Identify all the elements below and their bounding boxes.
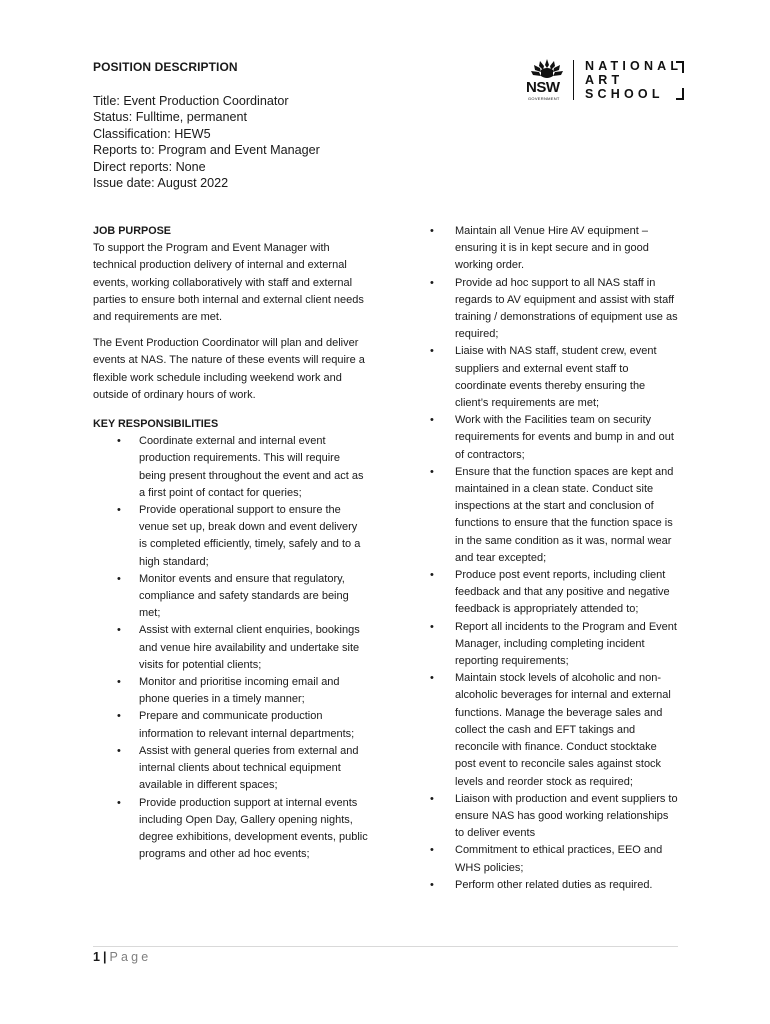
nas-line-2: ART — [585, 73, 624, 88]
bracket-top-icon — [676, 61, 684, 73]
waratah-icon — [529, 58, 565, 80]
list-item-text: Report all incidents to the Program and Event Manager, including completing incident reporting requirements; — [455, 620, 677, 668]
list-item-text: Provide production support at internal events including Open Day, Gallery opening nights, degree exhibitions, development events, public programs and other ad hoc events; — [139, 796, 368, 861]
list-item — [93, 571, 368, 623]
list-item — [93, 708, 368, 742]
list-item-text: Assist with external client enquiries, bookings and venue hire availability and undertake site visits for potential clients; — [139, 624, 360, 671]
list-item — [93, 674, 368, 708]
list-item — [93, 622, 368, 674]
list-item-text: Provide ad hoc support to all NAS staff in regards to AV equipment and assist with staff training / demonstrations of equipment use as required; — [455, 276, 678, 341]
list-item-text: Produce post event reports, including client feedback and that any positive and negative feedback is appropriately attended to; — [455, 569, 670, 616]
nas-wordmark — [585, 59, 682, 102]
nsw-wordmark: NSW — [526, 79, 560, 96]
list-item — [428, 842, 680, 876]
meta-title: Title: Event Production Coordinator — [93, 94, 289, 108]
page-number: 1 — [93, 950, 100, 964]
bullet-icon: • — [117, 796, 121, 809]
position-meta — [93, 93, 320, 191]
list-item-text: Maintain all Venue Hire AV equipment – ensuring it is in kept secure and in good working order. — [455, 225, 649, 272]
list-item — [428, 343, 680, 412]
page-footer — [93, 950, 151, 964]
bullet-icon: • — [117, 572, 121, 585]
bullet-icon: • — [117, 435, 121, 448]
meta-direct-reports: Direct reports: None — [93, 159, 206, 174]
bullet-icon: • — [430, 672, 434, 685]
list-item — [428, 412, 680, 464]
list-item-text: Commitment to ethical practices, EEO and WHS policies; — [455, 844, 663, 874]
list-item — [93, 743, 368, 795]
meta-issue-date: Issue date: August 2022 — [93, 176, 229, 191]
page-label: Page — [109, 950, 152, 964]
footer-divider — [93, 946, 678, 947]
list-item-text: Maintain stock levels of alcoholic and non-alcoholic beverages for internal and external functions. Manage the beverage sales and collect the cash and EFT takings and reconcile with finance. Conduct stocktake post event to reconcile sales against stock levels and reorder stock as required; — [455, 672, 671, 788]
list-item-text: Coordinate external and internal event production requirements. This will require being present throughout the event and act as a first point of contact for queries; — [139, 435, 364, 499]
page-heading: POSITION DESCRIPTION — [93, 60, 238, 74]
bullet-icon: • — [430, 414, 434, 427]
bullet-icon: • — [117, 676, 121, 689]
list-item-text: Assist with general queries from external and internal clients about technical equipment available in different spaces; — [139, 744, 359, 792]
nas-line-1: NATIONAL — [585, 59, 683, 73]
list-item — [428, 877, 680, 894]
meta-reports-to: Reports to: Program and Event Manager — [93, 143, 320, 158]
list-item-text: Ensure that the function spaces are kept and maintained in a clean state. Conduct site inspections at the start and conclusion of functions to ensure that the function space is in the same condition as it was, normal wear and tear excepted; — [455, 465, 674, 564]
list-item — [93, 502, 368, 571]
bullet-icon: • — [117, 504, 121, 517]
organisation-logo — [525, 58, 685, 102]
list-item — [428, 275, 680, 344]
job-purpose-paragraph: To support the Program and Event Manager with technical production delivery of internal and external events, working collaboratively with staff and external parties to ensure both internal and external client needs and requirements are met. — [93, 242, 364, 324]
list-item — [428, 791, 680, 843]
list-item — [93, 433, 368, 502]
list-item-text: Perform other related duties as required. — [455, 878, 653, 891]
nsw-government-label: GOVERNMENT — [528, 96, 560, 101]
bullet-icon: • — [430, 276, 434, 289]
bullet-icon: • — [117, 744, 121, 757]
bullet-icon: • — [117, 710, 121, 723]
list-item-text: Work with the Facilities team on security requirements for events and bump in and out of contractors; — [455, 414, 674, 461]
right-column — [428, 223, 680, 894]
list-item-text: Liaise with NAS staff, student crew, event suppliers and external event staff to coordinate events thereby ensuring the client’s requirements are met; — [455, 345, 657, 410]
key-responsibilities-title: KEY RESPONSIBILITIES — [93, 418, 219, 431]
job-purpose-paragraph: The Event Production Coordinator will plan and deliver events at NAS. The nature of these events will require a flexible work schedule including weekend work and outside of ordinary hours of work. — [93, 337, 365, 401]
logo-divider — [573, 60, 574, 100]
list-item — [428, 464, 680, 567]
list-item-text: Prepare and communicate production information to relevant internal departments; — [139, 710, 355, 740]
list-item — [428, 223, 680, 275]
list-item-text: Liaison with production and event suppliers to ensure NAS has good working relationships to deliver events — [455, 792, 678, 840]
nas-line-3: SCHOOL — [585, 87, 664, 102]
bullet-icon: • — [430, 844, 434, 857]
bullet-icon: • — [430, 620, 434, 633]
responsibilities-list-right — [428, 223, 680, 894]
meta-classification: Classification: HEW5 — [93, 126, 211, 141]
list-item-text: Monitor events and ensure that regulatory, compliance and safety standards are being met; — [139, 572, 349, 620]
bullet-icon: • — [430, 225, 434, 237]
job-purpose-title: JOB PURPOSE — [93, 225, 171, 237]
left-column — [93, 223, 368, 863]
bullet-icon: • — [117, 624, 121, 637]
bullet-icon: • — [430, 878, 434, 891]
list-item-text: Monitor and prioritise incoming email and phone queries in a timely manner; — [139, 676, 340, 706]
footer-separator: | — [102, 950, 107, 964]
list-item — [428, 567, 680, 619]
responsibilities-list-left — [93, 433, 368, 863]
bullet-icon: • — [430, 569, 434, 582]
bullet-icon: • — [430, 792, 434, 805]
list-item — [428, 670, 680, 790]
list-item — [428, 619, 680, 671]
list-item — [93, 795, 368, 864]
bracket-bottom-icon — [676, 88, 684, 100]
list-item-text: Provide operational support to ensure the venue set up, break down and event delivery is completed efficiently, timely, safely and to a high standard; — [139, 504, 361, 568]
bullet-icon: • — [430, 465, 434, 478]
bullet-icon: • — [430, 345, 434, 358]
meta-status: Status: Fulltime, permanent — [93, 110, 247, 125]
